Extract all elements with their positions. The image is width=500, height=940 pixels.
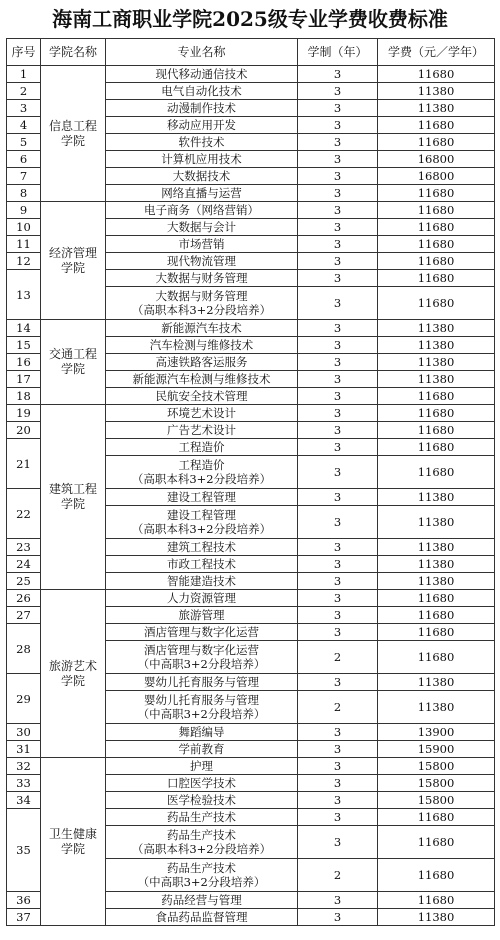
- page-title: 海南工商职业学院2025级专业学费收费标准: [52, 7, 448, 31]
- years-cell: 3: [298, 456, 378, 489]
- major-cell: [106, 320, 298, 337]
- header-major: 专业名称: [106, 39, 298, 66]
- years-cell: 2: [298, 641, 378, 674]
- major-cell: [106, 758, 298, 775]
- years-cell: 3: [298, 809, 378, 826]
- cell-text: 电子商务（网络营销）: [144, 203, 259, 217]
- fee-cell: 11680: [378, 859, 495, 892]
- years-cell: 3: [298, 83, 378, 100]
- seq-cell: 10: [7, 219, 41, 236]
- major-cell: [106, 809, 298, 826]
- major-cell: [106, 151, 298, 168]
- cell-text: 婴幼儿托育服务与管理: [144, 675, 259, 689]
- fee-cell: 11380: [378, 573, 495, 590]
- years-cell: 3: [298, 337, 378, 354]
- fee-cell: 11680: [378, 202, 495, 219]
- fee-cell: 11380: [378, 354, 495, 371]
- cell-text: 交通工程: [48, 347, 97, 361]
- fee-cell: 11380: [378, 539, 495, 556]
- fee-cell: 15900: [378, 741, 495, 758]
- seq-cell: 28: [7, 624, 41, 674]
- seq-cell: 24: [7, 556, 41, 573]
- cell-text: 学院: [60, 497, 85, 511]
- seq-cell: 32: [7, 758, 41, 775]
- years-cell: 3: [298, 253, 378, 270]
- seq-cell: 27: [7, 607, 41, 624]
- major-cell: [106, 489, 298, 506]
- cell-text: 建设工程管理: [167, 508, 236, 522]
- major-cell: [106, 674, 298, 691]
- header-college: 学院名称: [41, 39, 106, 66]
- cell-text: 口腔医学技术: [167, 776, 236, 790]
- fee-cell: 11380: [378, 674, 495, 691]
- years-cell: 3: [298, 117, 378, 134]
- seq-cell: 36: [7, 892, 41, 909]
- fee-table: [6, 38, 495, 926]
- years-cell: 3: [298, 134, 378, 151]
- major-cell: [106, 371, 298, 388]
- fee-cell: 11380: [378, 371, 495, 388]
- fee-cell: 16800: [378, 168, 495, 185]
- major-cell: [106, 539, 298, 556]
- cell-text: 建筑工程: [48, 482, 97, 496]
- table-row: [7, 202, 495, 219]
- cell-text: 卫生健康: [48, 826, 97, 841]
- fee-cell: 11680: [378, 439, 495, 456]
- cell-text: 大数据与财务管理: [155, 289, 248, 303]
- major-cell: [106, 775, 298, 792]
- seq-cell: 13: [7, 270, 41, 320]
- major-cell: [106, 388, 298, 405]
- seq-cell: 22: [7, 489, 41, 539]
- seq-cell: 26: [7, 590, 41, 607]
- major-cell: [106, 590, 298, 607]
- cell-text: 市政工程技术: [167, 557, 236, 571]
- years-cell: 3: [298, 151, 378, 168]
- seq-cell: 37: [7, 909, 41, 926]
- years-cell: 3: [298, 270, 378, 287]
- major-cell: [106, 859, 298, 892]
- years-cell: 3: [298, 219, 378, 236]
- seq-cell: 12: [7, 253, 41, 270]
- major-cell: [106, 134, 298, 151]
- years-cell: 3: [298, 422, 378, 439]
- cell-text: 民航安全技术管理: [155, 389, 248, 403]
- cell-text: 药品生产技术: [167, 810, 236, 824]
- cell-text: 建筑工程技术: [167, 540, 236, 554]
- fee-cell: 15800: [378, 792, 495, 809]
- fee-cell: 11680: [378, 388, 495, 405]
- fee-cell: 11380: [378, 100, 495, 117]
- major-cell: [106, 792, 298, 809]
- years-cell: 3: [298, 320, 378, 337]
- years-cell: 3: [298, 624, 378, 641]
- seq-cell: 17: [7, 371, 41, 388]
- seq-cell: 4: [7, 117, 41, 134]
- table-row: [7, 320, 495, 337]
- seq-cell: 21: [7, 439, 41, 489]
- major-cell: [106, 556, 298, 573]
- header-fee: 学费（元／学年）: [378, 39, 495, 66]
- fee-cell: 11680: [378, 826, 495, 859]
- seq-cell: 5: [7, 134, 41, 151]
- major-cell: [106, 270, 298, 287]
- years-cell: 3: [298, 168, 378, 185]
- cell-text: 动漫制作技术: [167, 101, 236, 115]
- cell-text: 移动应用开发: [167, 118, 236, 132]
- seq-cell: 29: [7, 674, 41, 724]
- cell-text: 酒店管理与数字化运营: [144, 643, 259, 657]
- years-cell: 3: [298, 66, 378, 83]
- major-cell: [106, 691, 298, 724]
- major-cell: [106, 66, 298, 83]
- college-cell: [41, 405, 106, 590]
- cell-text: 软件技术: [178, 135, 225, 149]
- cell-text: 现代物流管理: [167, 254, 236, 268]
- fee-cell: 11680: [378, 185, 495, 202]
- major-cell: [106, 100, 298, 117]
- years-cell: 3: [298, 489, 378, 506]
- major-cell: [106, 168, 298, 185]
- major-cell: [106, 287, 298, 320]
- seq-cell: 19: [7, 405, 41, 422]
- header-years: 学制（年）: [298, 39, 378, 66]
- years-cell: 3: [298, 909, 378, 926]
- major-cell: [106, 253, 298, 270]
- fee-cell: 15800: [378, 758, 495, 775]
- cell-text: 工程造价: [178, 440, 225, 454]
- fee-cell: 11680: [378, 809, 495, 826]
- years-cell: 3: [298, 724, 378, 741]
- fee-cell: 11680: [378, 892, 495, 909]
- seq-cell: 7: [7, 168, 41, 185]
- years-cell: 3: [298, 202, 378, 219]
- major-cell: [106, 624, 298, 641]
- seq-cell: 25: [7, 573, 41, 590]
- fee-cell: 11680: [378, 607, 495, 624]
- college-cell: [41, 590, 106, 758]
- cell-text: 新能源汽车技术: [161, 321, 242, 335]
- fee-cell: 11680: [378, 219, 495, 236]
- years-cell: 3: [298, 354, 378, 371]
- major-cell: [106, 456, 298, 489]
- table-header-row: [7, 39, 495, 66]
- cell-text: 旅游艺术: [48, 658, 97, 673]
- seq-cell: 9: [7, 202, 41, 219]
- seq-cell: 18: [7, 388, 41, 405]
- cell-text: 大数据技术: [172, 169, 231, 183]
- cell-text: 学院: [60, 133, 85, 148]
- cell-text: （高职本科3+2分段培养）: [131, 303, 272, 317]
- fee-cell: 11380: [378, 691, 495, 724]
- fee-cell: 11680: [378, 117, 495, 134]
- seq-cell: 11: [7, 236, 41, 253]
- cell-text: （高职本科3+2分段培养）: [131, 522, 272, 536]
- cell-text: 环境艺术设计: [167, 406, 236, 420]
- cell-text: 婴幼儿托育服务与管理: [144, 693, 259, 707]
- fee-cell: 11680: [378, 422, 495, 439]
- seq-cell: 8: [7, 185, 41, 202]
- cell-text: 现代移动通信技术: [155, 67, 248, 81]
- cell-text: 智能建造技术: [167, 574, 236, 588]
- cell-text: 学院: [60, 673, 85, 688]
- fee-cell: 11380: [378, 909, 495, 926]
- years-cell: 3: [298, 439, 378, 456]
- years-cell: 3: [298, 236, 378, 253]
- cell-text: 药品生产技术: [167, 828, 236, 842]
- years-cell: 3: [298, 792, 378, 809]
- cell-text: 计算机应用技术: [161, 152, 242, 166]
- cell-text: （高职本科3+2分段培养）: [131, 472, 272, 486]
- fee-cell: 11380: [378, 320, 495, 337]
- fee-cell: 11680: [378, 287, 495, 320]
- seq-cell: 30: [7, 724, 41, 741]
- major-cell: [106, 439, 298, 456]
- fee-cell: 11380: [378, 83, 495, 100]
- fee-cell: 11680: [378, 66, 495, 83]
- seq-cell: 3: [7, 100, 41, 117]
- cell-text: 酒店管理与数字化运营: [144, 625, 259, 639]
- major-cell: [106, 117, 298, 134]
- years-cell: 3: [298, 758, 378, 775]
- major-cell: [106, 826, 298, 859]
- fee-cell: 11680: [378, 405, 495, 422]
- cell-text: 广告艺术设计: [167, 423, 236, 437]
- major-cell: [106, 892, 298, 909]
- fee-cell: 11680: [378, 641, 495, 674]
- college-cell: [41, 758, 106, 926]
- seq-cell: 35: [7, 809, 41, 892]
- cell-text: 人力资源管理: [167, 591, 236, 605]
- years-cell: 3: [298, 185, 378, 202]
- cell-text: （高职本科3+2分段培养）: [131, 842, 272, 856]
- major-cell: [106, 724, 298, 741]
- years-cell: 3: [298, 826, 378, 859]
- major-cell: [106, 607, 298, 624]
- seq-cell: 23: [7, 539, 41, 556]
- years-cell: 3: [298, 100, 378, 117]
- cell-text: 学前教育: [178, 742, 225, 756]
- fee-cell: 11380: [378, 489, 495, 506]
- fee-cell: 13900: [378, 724, 495, 741]
- cell-text: （中高职3+2分段培养）: [137, 657, 266, 671]
- cell-text: 学院: [60, 841, 85, 856]
- table-row: [7, 405, 495, 422]
- seq-cell: 15: [7, 337, 41, 354]
- years-cell: 3: [298, 741, 378, 758]
- major-cell: [106, 741, 298, 758]
- cell-text: 工程造价: [178, 458, 225, 472]
- cell-text: 药品生产技术: [167, 861, 236, 875]
- years-cell: 3: [298, 775, 378, 792]
- years-cell: 2: [298, 691, 378, 724]
- years-cell: 3: [298, 573, 378, 590]
- seq-cell: 16: [7, 354, 41, 371]
- cell-text: 大数据与会计: [167, 220, 236, 234]
- major-cell: [106, 405, 298, 422]
- fee-cell: 11380: [378, 556, 495, 573]
- major-cell: [106, 573, 298, 590]
- fee-cell: 11380: [378, 337, 495, 354]
- years-cell: 3: [298, 388, 378, 405]
- major-cell: [106, 219, 298, 236]
- table-row: [7, 66, 495, 83]
- table-body: [7, 66, 495, 926]
- college-cell: [41, 202, 106, 320]
- years-cell: 3: [298, 539, 378, 556]
- major-cell: [106, 337, 298, 354]
- seq-cell: 20: [7, 422, 41, 439]
- fee-cell: 11680: [378, 270, 495, 287]
- cell-text: （中高职3+2分段培养）: [137, 707, 266, 721]
- major-cell: [106, 909, 298, 926]
- cell-text: 高速铁路客运服务: [155, 355, 248, 369]
- years-cell: 3: [298, 556, 378, 573]
- cell-text: （中高职3+2分段培养）: [137, 875, 266, 889]
- cell-text: 新能源汽车检测与维修技术: [132, 372, 271, 386]
- major-cell: [106, 185, 298, 202]
- years-cell: 3: [298, 607, 378, 624]
- major-cell: [106, 236, 298, 253]
- seq-cell: 33: [7, 775, 41, 792]
- cell-text: 护理: [190, 759, 213, 773]
- cell-text: 电气自动化技术: [161, 84, 242, 98]
- seq-cell: 34: [7, 792, 41, 809]
- cell-text: 医学检验技术: [167, 793, 236, 807]
- cell-text: 学院: [60, 260, 85, 275]
- seq-cell: 14: [7, 320, 41, 337]
- seq-cell: 2: [7, 83, 41, 100]
- major-cell: [106, 83, 298, 100]
- fee-cell: 11680: [378, 590, 495, 607]
- major-cell: [106, 641, 298, 674]
- major-cell: [106, 202, 298, 219]
- table-row: [7, 758, 495, 775]
- college-cell: [41, 66, 106, 202]
- fee-cell: 11680: [378, 236, 495, 253]
- cell-text: 信息工程: [48, 118, 97, 133]
- cell-text: 舞蹈编导: [178, 725, 225, 739]
- header-seq: 序号: [7, 39, 41, 66]
- major-cell: [106, 354, 298, 371]
- fee-cell: 11680: [378, 134, 495, 151]
- years-cell: 3: [298, 590, 378, 607]
- years-cell: 3: [298, 674, 378, 691]
- fee-cell: 15800: [378, 775, 495, 792]
- cell-text: 学院: [60, 362, 85, 376]
- cell-text: 汽车检测与维修技术: [149, 338, 254, 352]
- cell-text: 建设工程管理: [167, 490, 236, 504]
- cell-text: 旅游管理: [178, 608, 225, 622]
- years-cell: 3: [298, 506, 378, 539]
- fee-cell: 11680: [378, 456, 495, 489]
- fee-cell: 11380: [378, 506, 495, 539]
- college-cell: [41, 320, 106, 405]
- years-cell: 3: [298, 892, 378, 909]
- table-row: [7, 590, 495, 607]
- years-cell: 3: [298, 371, 378, 388]
- fee-cell: 16800: [378, 151, 495, 168]
- fee-cell: 11680: [378, 253, 495, 270]
- cell-text: 网络直播与运营: [161, 186, 242, 200]
- years-cell: 3: [298, 287, 378, 320]
- cell-text: 经济管理: [48, 245, 97, 260]
- major-cell: [106, 506, 298, 539]
- cell-text: 食品药品监督管理: [155, 910, 248, 924]
- cell-text: 药品经营与管理: [161, 893, 242, 907]
- seq-cell: 6: [7, 151, 41, 168]
- years-cell: 2: [298, 859, 378, 892]
- cell-text: 大数据与财务管理: [155, 271, 248, 285]
- seq-cell: 1: [7, 66, 41, 83]
- seq-cell: 31: [7, 741, 41, 758]
- fee-cell: 11680: [378, 624, 495, 641]
- years-cell: 3: [298, 405, 378, 422]
- cell-text: 市场营销: [178, 237, 225, 251]
- major-cell: [106, 422, 298, 439]
